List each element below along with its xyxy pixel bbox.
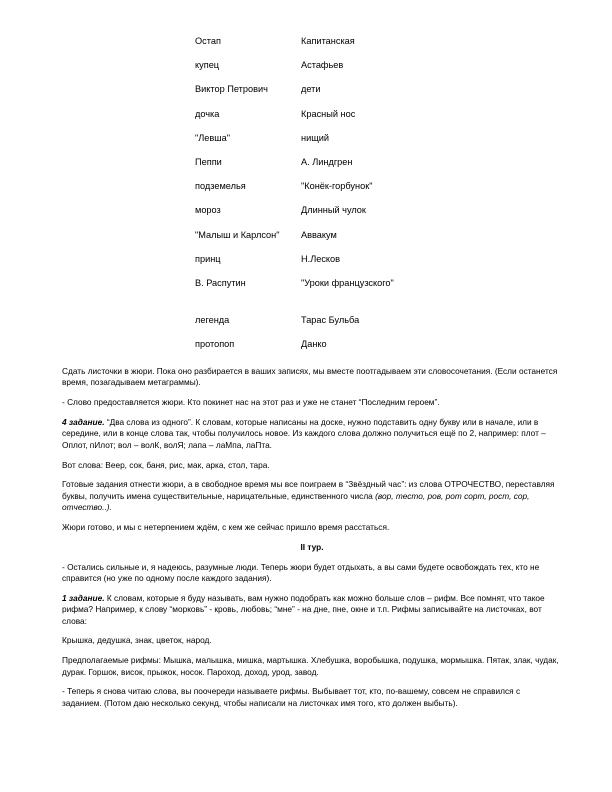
document-body [62,366,562,718]
table-row [195,133,405,157]
pair-right-cell: Аввакум [301,229,337,240]
pair-right-cell: Н.Лесков [301,253,341,264]
paragraph-text: Готовые задания отнести жюри, а в свободное время мы все поиграем в “Звёздный час”: из слова ОТРОЧЕСТВО, переставляя буквы, получить имена существительные, нарицательные, единственного числа [62,479,555,501]
examples-italic: (вор, тесто, ров, рот сорт, рост, сор, отчество..). [62,490,530,513]
table-row [195,84,405,108]
pair-left-cell: "Левша" [195,132,231,143]
table-row [195,205,405,229]
pair-left-cell: В. Распутин [195,277,246,288]
word-pairs-table [195,36,405,363]
pair-left-cell: подземелья [195,181,246,192]
task-label: 1 задание. [62,592,105,603]
pair-right-cell: Капитанская [301,36,355,46]
pair-right-cell: нищий [301,132,330,143]
table-row [195,230,405,254]
section-heading: II тур. [300,541,324,552]
paragraph: Предполагаемые рифмы: Мышка, малышка, мишка, мартышка. Хлебушка, воробышка, подушка, мормышка. Пятак, злак, чудак, дурак. Горшок, висок, прыжок, носок. Пароход, доход, урод, завод. [62,655,559,677]
pair-right-cell: Астафьев [301,60,344,71]
table-row [195,60,405,84]
paragraph: Сдать листочки в жюри. Пока оно разбирается в ваших записях, мы вместе поотгадываем эти словосочетания. (Если останется время, позагадываем метаграммы). [62,366,558,388]
pair-left-cell: мороз [195,205,221,216]
table-row [195,278,405,315]
table-row [195,315,405,339]
pair-right-cell: Длинный чулок [301,205,366,216]
pair-right-cell: дети [301,84,321,95]
task-4-paragraph [62,417,562,451]
pair-right-cell: "Конёк-горбунок" [301,181,373,192]
table-row [195,157,405,181]
pair-left-cell: дочка [195,108,220,119]
table-row [195,109,405,133]
table-row [195,181,405,205]
pair-left-cell: Остап [195,36,221,46]
table-row [195,36,405,60]
pair-left-cell: "Малыш и Карлсон" [195,229,280,240]
pair-right-cell: Данко [301,339,327,350]
paragraph: - Слово предоставляется жюри. Кто покинет нас на этот раз и уже не станет “Последним героем”. [62,397,440,408]
pair-right-cell: "Уроки французского" [301,277,394,288]
pair-left-cell: легенда [195,314,230,325]
paragraph: - Теперь я снова читаю слова, вы поочереди называете рифмы. Выбывает тот, кто, по-вашему, совсем не справился с заданием. (Потом даю несколько секунд, чтобы написали на листочках имя того, кто должен выбыть). [62,686,521,708]
pair-right-cell: Красный нос [301,108,356,119]
task-text: “Два слова из одного”. К словам, которые написаны на доске, нужно подставить одну букву или в начале, или в середине, или в конце слова так, чтобы получилось новое. Из каждого слова должно получиться ещё по 2, например: плот – Оплот, пИлот; вол – волК, волЯ; лапа – лаМпа, лаПта. [62,417,546,450]
pair-right-cell: Тарас Бульба [301,314,360,325]
paragraph: - Остались сильные и, я надеюсь, разумные люди. Теперь жюри будет отдыхать, а вы сами будете освобождать тех, кто не справится (но уже по одному после каждого задания). [62,561,540,584]
table-row [195,339,405,363]
paragraph: Вот слова: Веер, сок, баня, рис, мак, арка, стол, тара. [62,459,270,470]
task-label: 4 задание. [62,417,105,428]
pair-left-cell: Пеппи [195,156,222,167]
paragraph: Крышка, дедушка, знак, цветок, народ. [62,635,212,646]
paragraph [62,479,562,513]
paragraph: Жюри готово, и мы с нетерпением ждём, с кем же сейчас пришло время расстаться. [62,521,390,532]
task-text: К словам, которые я буду называть, вам нужно подобрать как можно больше слов – рифм. Все помнят, что такое рифма? Например, к слову “морковь” - кровь, любовь; “мне” - на дне, пне, окне и т.п. Рифмы записывайте на листочках, вот слова: [62,592,545,626]
task-1-paragraph [62,593,562,627]
pair-left-cell: купец [195,60,220,71]
pair-left-cell: принц [195,253,221,264]
pair-right-cell: А. Линдгрен [301,156,353,167]
table-row [195,254,405,278]
pair-left-cell: протопоп [195,339,235,350]
pair-left-cell: Виктор Петрович [195,84,268,95]
